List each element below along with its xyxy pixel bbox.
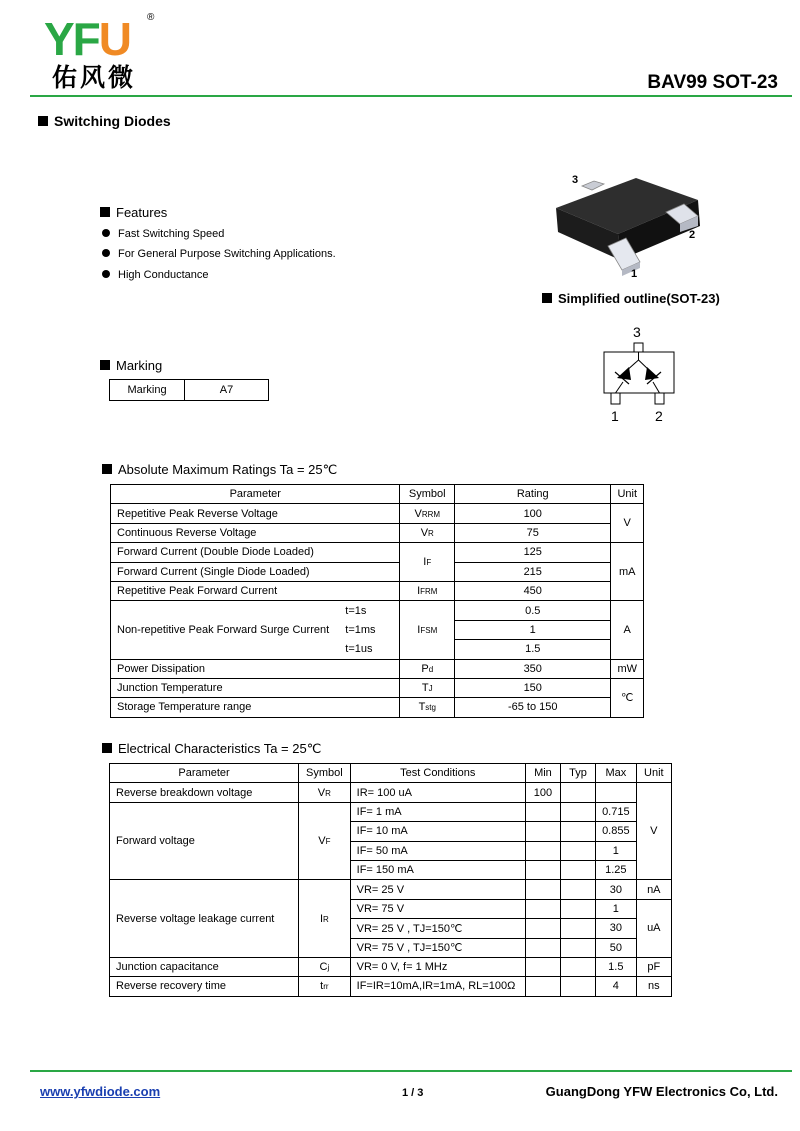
param-cell: Power Dissipation [111, 659, 400, 678]
round-bullet-icon [102, 270, 110, 278]
unit-cell: nA [636, 880, 671, 899]
part-title: BAV99 SOT-23 [647, 72, 778, 93]
rating-cell: 150 [455, 678, 611, 697]
unit-cell: uA [636, 899, 671, 957]
rating-cell: 450 [455, 581, 611, 600]
company-name: GuangDong YFW Electronics Co, Ltd. [545, 1084, 778, 1099]
symbol-cell: VR [400, 523, 455, 542]
rating-cell: 215 [455, 562, 611, 581]
header-cell: Test Conditions [350, 764, 525, 783]
condition-cell: VR= 25 V [350, 880, 525, 899]
table-row [110, 977, 672, 996]
table-row [110, 880, 672, 899]
param-cell: Forward Current (Double Diode Loaded) [111, 543, 400, 562]
time-cell: t=1s [339, 601, 400, 620]
marking-value: A7 [185, 380, 269, 401]
website-link[interactable]: www.yfwdiode.com [40, 1084, 161, 1099]
table-row [110, 802, 672, 821]
symbol-cell: IFRM [400, 581, 455, 600]
max-cell: 1.25 [596, 860, 637, 879]
typ-cell [561, 880, 596, 899]
min-cell [525, 938, 560, 957]
logo-chinese-name: 佑风微 [52, 63, 137, 92]
electrical-table [109, 763, 672, 997]
round-bullet-icon [102, 229, 110, 237]
schematic-diagram [595, 322, 685, 426]
unit-cell: pF [636, 957, 671, 976]
table-row [111, 562, 644, 581]
max-cell: 0.855 [596, 822, 637, 841]
square-bullet-icon [102, 464, 112, 474]
rating-cell: 125 [455, 543, 611, 562]
param-cell: Reverse breakdown voltage [110, 783, 299, 802]
typ-cell [561, 938, 596, 957]
param-cell: Storage Temperature range [111, 698, 400, 717]
table-row [111, 504, 644, 523]
symbol-cell: VRRM [400, 504, 455, 523]
sot23-package-image [548, 168, 748, 283]
condition-cell: IF=IR=10mA,IR=1mA, RL=100Ω [350, 977, 525, 996]
page-number: 1 / 3 [402, 1087, 424, 1099]
max-cell [596, 783, 637, 802]
min-cell: 100 [525, 783, 560, 802]
header-cell: Symbol [299, 764, 351, 783]
header-cell: Min [525, 764, 560, 783]
header-divider [30, 95, 792, 97]
param-cell: Forward voltage [110, 802, 299, 880]
schematic-pin1-label: 1 [611, 408, 619, 424]
header-cell: Parameter [110, 764, 299, 783]
abs-max-title: Absolute Maximum Ratings Ta = 25℃ [102, 462, 337, 478]
feature-item: Fast Switching Speed [102, 228, 224, 240]
max-cell: 30 [596, 919, 637, 938]
package-pin2-label: 2 [689, 229, 696, 241]
param-cell: Junction capacitance [110, 957, 299, 976]
typ-cell [561, 822, 596, 841]
unit-cell: V [636, 783, 671, 880]
min-cell [525, 822, 560, 841]
rating-cell: 0.5 [455, 601, 611, 620]
min-cell [525, 977, 560, 996]
condition-cell: VR= 75 V , TJ=150℃ [350, 938, 525, 957]
unit-cell: mW [611, 659, 644, 678]
symbol-cell: VF [299, 802, 351, 880]
rating-cell: 1 [455, 620, 611, 639]
unit-cell: ns [636, 977, 671, 996]
features-title: Features [100, 205, 167, 220]
typ-cell [561, 783, 596, 802]
symbol-cell: Cj [299, 957, 351, 976]
condition-cell: IF= 10 mA [350, 822, 525, 841]
min-cell [525, 860, 560, 879]
typ-cell [561, 919, 596, 938]
min-cell [525, 899, 560, 918]
marking-table [109, 379, 269, 401]
condition-cell: VR= 25 V , TJ=150℃ [350, 919, 525, 938]
header-cell: Max [596, 764, 637, 783]
max-cell: 50 [596, 938, 637, 957]
param-cell: Continuous Reverse Voltage [111, 523, 400, 542]
max-cell: 1 [596, 899, 637, 918]
time-cell: t=1us [339, 640, 400, 659]
square-bullet-icon [102, 743, 112, 753]
param-cell: Repetitive Peak Reverse Voltage [111, 504, 400, 523]
rating-cell: 350 [455, 659, 611, 678]
header-cell: Unit [611, 485, 644, 504]
elec-title: Electrical Characteristics Ta = 25℃ [102, 741, 321, 757]
symbol-cell: trr [299, 977, 351, 996]
symbol-cell: TJ [400, 678, 455, 697]
rating-cell: -65 to 150 [455, 698, 611, 717]
feature-item: High Conductance [102, 269, 209, 281]
time-cell: t=1ms [339, 620, 400, 639]
unit-cell: V [611, 504, 644, 543]
table-row [111, 678, 644, 697]
typ-cell [561, 899, 596, 918]
min-cell [525, 802, 560, 821]
condition-cell: IR= 100 uA [350, 783, 525, 802]
param-cell: Junction Temperature [111, 678, 400, 697]
condition-cell: IF= 50 mA [350, 841, 525, 860]
header-cell: Typ [561, 764, 596, 783]
symbol-cell: Pd [400, 659, 455, 678]
param-cell: Reverse voltage leakage current [110, 880, 299, 958]
section-title: Switching Diodes [38, 113, 171, 129]
max-cell: 1 [596, 841, 637, 860]
condition-cell: IF= 1 mA [350, 802, 525, 821]
schematic-pin2-label: 2 [655, 408, 663, 424]
table-row [111, 601, 644, 620]
min-cell [525, 880, 560, 899]
square-bullet-icon [542, 293, 552, 303]
table-header-row [111, 485, 644, 504]
typ-cell [561, 802, 596, 821]
rating-cell: 75 [455, 523, 611, 542]
typ-cell [561, 841, 596, 860]
condition-cell: VR= 75 V [350, 899, 525, 918]
param-cell: Forward Current (Single Diode Loaded) [111, 562, 400, 581]
symbol-cell: IF [400, 543, 455, 582]
condition-cell: IF= 150 mA [350, 860, 525, 879]
rating-cell: 1.5 [455, 640, 611, 659]
table-row [110, 957, 672, 976]
outline-title: Simplified outline(SOT-23) [542, 291, 720, 306]
abs-max-table [110, 484, 644, 718]
typ-cell [561, 957, 596, 976]
feature-item: For General Purpose Switching Applications. [102, 248, 336, 260]
typ-cell [561, 860, 596, 879]
unit-cell: mA [611, 543, 644, 601]
square-bullet-icon [100, 207, 110, 217]
header-cell: Rating [455, 485, 611, 504]
unit-cell: ℃ [611, 678, 644, 717]
marking-title: Marking [100, 358, 162, 373]
param-cell: Non-repetitive Peak Forward Surge Current [111, 601, 340, 659]
table-row [111, 581, 644, 600]
footer-divider [30, 1070, 792, 1072]
table-row [111, 659, 644, 678]
logo-wordmark: YFU [44, 13, 131, 65]
param-cell: Repetitive Peak Forward Current [111, 581, 400, 600]
max-cell: 30 [596, 880, 637, 899]
symbol-cell: IR [299, 880, 351, 958]
table-row [111, 543, 644, 562]
min-cell [525, 919, 560, 938]
symbol-cell: IFSM [400, 601, 455, 659]
square-bullet-icon [38, 116, 48, 126]
marking-label: Marking [110, 380, 185, 401]
table-row [111, 523, 644, 542]
condition-cell: VR= 0 V, f= 1 MHz [350, 957, 525, 976]
square-bullet-icon [100, 360, 110, 370]
unit-cell: A [611, 601, 644, 659]
symbol-cell: Tstg [400, 698, 455, 717]
header-cell: Unit [636, 764, 671, 783]
max-cell: 4 [596, 977, 637, 996]
schematic-pin3-label: 3 [633, 324, 641, 340]
rating-cell: 100 [455, 504, 611, 523]
header-cell: Symbol [400, 485, 455, 504]
registered-mark: ® [147, 12, 155, 23]
table-row [110, 783, 672, 802]
min-cell [525, 957, 560, 976]
table-row [111, 698, 644, 717]
min-cell [525, 841, 560, 860]
package-pin1-label: 1 [631, 268, 638, 280]
package-pin3-label: 3 [572, 174, 579, 186]
max-cell: 1.5 [596, 957, 637, 976]
max-cell: 0.715 [596, 802, 637, 821]
round-bullet-icon [102, 249, 110, 257]
header-cell: Parameter [111, 485, 400, 504]
param-cell: Reverse recovery time [110, 977, 299, 996]
typ-cell [561, 977, 596, 996]
table-header-row [110, 764, 672, 783]
symbol-cell: VR [299, 783, 351, 802]
